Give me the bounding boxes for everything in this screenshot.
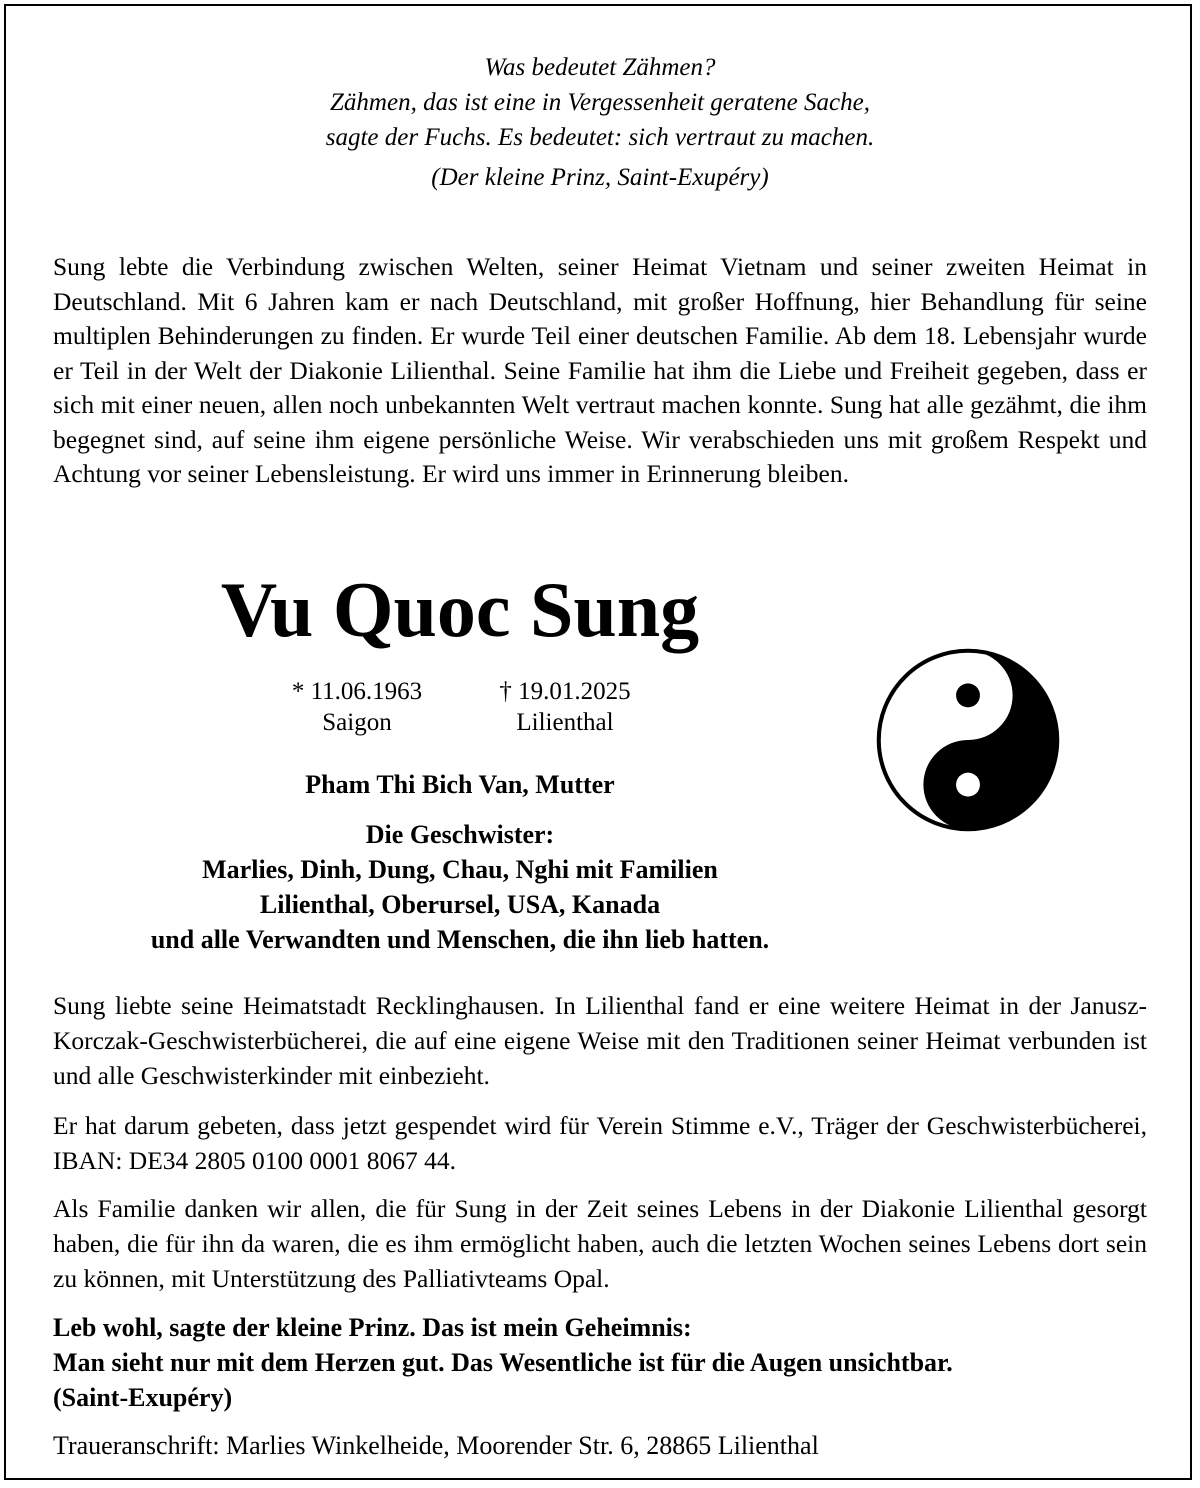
- others-line: und alle Verwandten und Menschen, die ihn lieb hatten.: [150, 925, 770, 954]
- deceased-name: Vu Quoc Sung: [220, 566, 700, 653]
- closing-quote-line: Man sieht nur mit dem Herzen gut. Das Wesentliche ist für die Augen unsichtbar.: [53, 1348, 953, 1377]
- siblings-places: Lilienthal, Oberursel, USA, Kanada: [259, 890, 661, 919]
- paragraph-donation: Er hat darum gebeten, dass jetzt gespendet wird für Verein Stimme e.V., Träger der Geschwisterbücherei, IBAN: DE34 2805 0100 0001 8067 44.: [53, 1111, 1147, 1175]
- mourning-address: Traueranschrift: Marlies Winkelheide, Moorender Str. 6, 28865 Lilienthal: [53, 1431, 819, 1460]
- closing-quote-source: (Saint-Exupéry): [53, 1383, 233, 1412]
- death-date: † 19.01.2025: [499, 678, 631, 705]
- closing-quote: [53, 1310, 1147, 1415]
- siblings-block: [0, 817, 920, 957]
- intro-paragraph: Sung lebte die Verbindung zwischen Welten, seiner Heimat Vietnam und seiner zweiten Heimat in Deutschland. Mit 6 Jahren kam er nach Deutschland, mit großer Hoffnung, hier Behandlung für seine multiplen Behinderungen zu finden. Er wurde Teil einer deutschen Familie. Ab dem 18. Lebensjahr wurde er Teil in der Welt der Diakonie Lilienthal. Seine Familie hat ihm die Liebe und Freiheit gegeben, dass er sich mit einer neuen, allen noch unbekannten Welt vertraut machen konnte. Sung hat alle gezähmt, die ihm begegnet sind, auf seine ihm eigene persönliche Weise. Wir verabschieden uns mit großem Respekt und Achtung vor seiner Lebensleistung. Er wird uns immer in Erinnerung bleiben.: [53, 252, 1147, 488]
- birth-info: [237, 676, 477, 738]
- mother-line: Pham Thi Bich Van, Mutter: [305, 770, 615, 799]
- quote-line: Was bedeutet Zähmen?: [484, 54, 716, 81]
- paragraph-hometown: Sung liebte seine Heimatstadt Recklinghausen. In Lilienthal fand er eine weitere Heimat in der Janusz-Korczak-Geschwisterbücherei, die auf eine eigene Weise mit den Traditionen seiner Heimat verbunden ist und alle Geschwisterkinder mit einbezieht.: [53, 991, 1147, 1090]
- quote-line: Zähmen, das ist eine in Vergessenheit geratene Sache,: [330, 89, 870, 116]
- birth-date: * 11.06.1963: [291, 678, 423, 705]
- siblings-names: Marlies, Dinh, Dung, Chau, Nghi mit Familien: [202, 855, 718, 884]
- birth-place: Saigon: [322, 709, 392, 736]
- closing-quote-line: Leb wohl, sagte der kleine Prinz. Das ist mein Geheimnis:: [53, 1313, 692, 1342]
- siblings-heading: Die Geschwister:: [365, 820, 555, 849]
- opening-quote: [0, 50, 1200, 155]
- yin-yang-icon: [876, 648, 1060, 832]
- paragraph-thanks: Als Familie danken wir allen, die für Sung in der Zeit seines Lebens in der Diakonie Lilienthal gesorgt haben, die für ihn da waren, die es ihm ermöglicht haben, auch die letzten Wochen seines Lebens dort sein zu können, mit Unterstützung des Palliativteams Opal.: [53, 1194, 1147, 1293]
- quote-line: sagte der Fuchs. Es bedeutet: sich vertraut zu machen.: [325, 124, 875, 151]
- death-place: Lilienthal: [516, 709, 614, 736]
- quote-source: (Der kleine Prinz, Saint-Exupéry): [431, 164, 769, 191]
- death-info: [445, 676, 685, 738]
